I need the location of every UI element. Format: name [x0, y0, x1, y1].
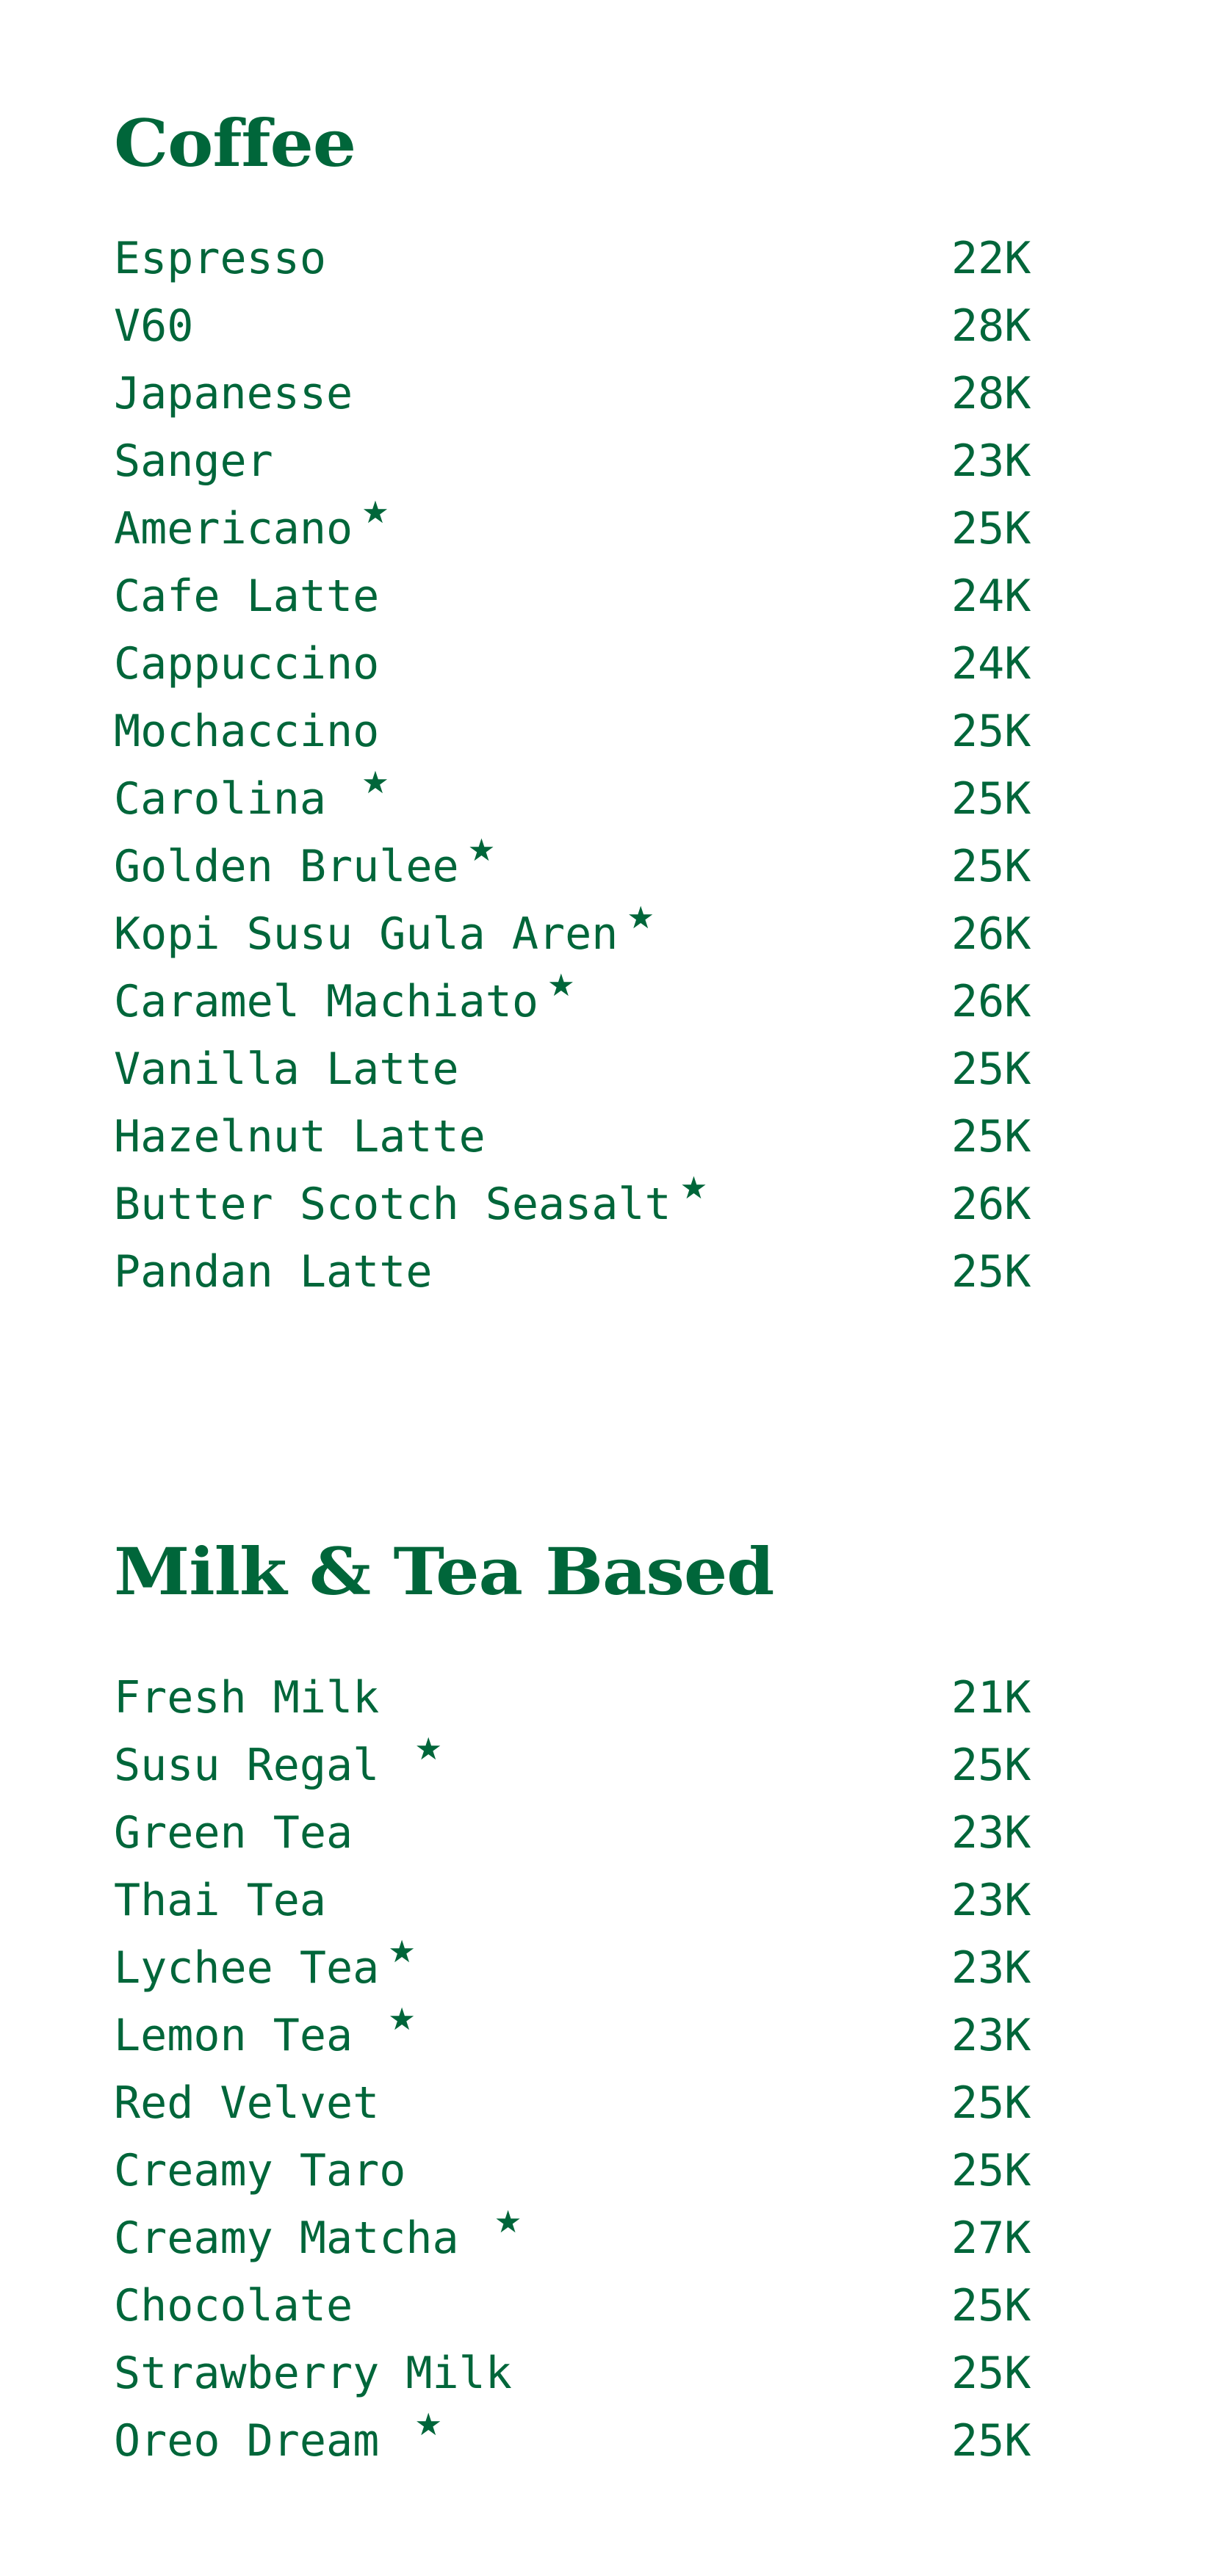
star-icon: ★: [467, 832, 496, 868]
menu-item: [114, 1035, 1031, 1103]
item-name: Sanger: [114, 435, 273, 487]
item-price: 27K: [951, 2213, 1031, 2264]
menu-item: [114, 967, 1031, 1035]
menu-item: [114, 562, 1031, 630]
item-name: Vanilla Latte: [114, 1043, 459, 1095]
item-price: 25K: [951, 706, 1031, 757]
item-price: 25K: [951, 2415, 1031, 2467]
item-price: 25K: [951, 1043, 1031, 1095]
item-price: 23K: [951, 2010, 1031, 2061]
menu-item: [114, 360, 1031, 427]
item-price: 28K: [951, 300, 1031, 352]
menu-item: [114, 1933, 1031, 2002]
star-icon: ★: [679, 1170, 708, 1206]
item-name: Americano: [114, 503, 353, 554]
menu-item: [114, 292, 1031, 360]
menu-item: [114, 1731, 1031, 1799]
item-name: Thai Tea: [114, 1875, 326, 1926]
item-name: Chocolate: [114, 2280, 353, 2331]
menu-item: [114, 494, 1031, 562]
item-price: 24K: [951, 571, 1031, 622]
section-title: Coffee: [114, 105, 356, 181]
item-price: 25K: [951, 1111, 1031, 1162]
item-name: Cappuccino: [114, 638, 380, 690]
star-icon: ★: [414, 1731, 443, 1767]
item-price: 26K: [951, 908, 1031, 960]
menu-item: [114, 832, 1031, 900]
menu-item: [114, 1664, 1031, 1732]
star-icon: ★: [361, 764, 389, 800]
item-price: 26K: [951, 1179, 1031, 1230]
star-icon: ★: [388, 1933, 416, 1969]
item-price: 25K: [951, 2280, 1031, 2331]
item-price: 25K: [951, 1246, 1031, 1298]
item-price: 25K: [951, 773, 1031, 825]
item-name: Strawberry Milk: [114, 2348, 512, 2399]
menu-item: [114, 2340, 1031, 2407]
item-name: Green Tea: [114, 1807, 353, 1859]
item-price: 25K: [951, 2077, 1031, 2129]
item-name: Red Velvet: [114, 2077, 380, 2129]
item-price: 22K: [951, 233, 1031, 284]
star-icon: ★: [494, 2204, 522, 2240]
star-icon: ★: [414, 2406, 443, 2442]
item-name: Pandan Latte: [114, 1246, 433, 1298]
item-price: 26K: [951, 976, 1031, 1027]
star-icon: ★: [388, 2001, 416, 2037]
item-price: 23K: [951, 435, 1031, 487]
item-name: Hazelnut Latte: [114, 1111, 486, 1162]
item-price: 24K: [951, 638, 1031, 690]
star-icon: ★: [547, 967, 575, 1003]
item-name: Golden Brulee: [114, 841, 459, 892]
item-name: Kopi Susu Gula Aren: [114, 908, 619, 960]
menu-item: [114, 2406, 1031, 2475]
item-name: Mochaccino: [114, 706, 380, 757]
item-name: Cafe Latte: [114, 571, 380, 622]
item-name: V60: [114, 300, 194, 352]
section-title: Milk & Tea Based: [114, 1533, 774, 1610]
menu-item: [114, 2137, 1031, 2204]
item-price: 25K: [951, 503, 1031, 554]
item-name: Carolina: [114, 773, 353, 825]
item-price: 25K: [951, 2348, 1031, 2399]
menu-item: [114, 764, 1031, 833]
item-list: [114, 225, 1031, 1306]
item-price: 28K: [951, 368, 1031, 419]
item-name: Oreo Dream: [114, 2415, 406, 2467]
item-price: 23K: [951, 1875, 1031, 1926]
menu-item: [114, 698, 1031, 765]
item-list: [114, 1664, 1031, 2475]
star-icon: ★: [627, 900, 655, 936]
menu-item: [114, 900, 1031, 968]
item-name: Lychee Tea: [114, 1942, 380, 1994]
menu-item: [114, 1170, 1031, 1238]
item-name: Lemon Tea: [114, 2010, 380, 2061]
item-price: 23K: [951, 1807, 1031, 1859]
item-price: 25K: [951, 841, 1031, 892]
item-name: Espresso: [114, 233, 326, 284]
menu-item: [114, 630, 1031, 698]
item-name: Fresh Milk: [114, 1672, 380, 1723]
item-name: Caramel Machiato: [114, 976, 538, 1027]
item-name: Susu Regal: [114, 1740, 406, 1791]
menu-item: [114, 427, 1031, 495]
menu-item: [114, 1238, 1031, 1306]
item-name: Butter Scotch Seasalt: [114, 1179, 671, 1230]
item-price: 23K: [951, 1942, 1031, 1994]
item-price: 25K: [951, 2145, 1031, 2196]
menu-item: [114, 1799, 1031, 1867]
menu-item: [114, 225, 1031, 292]
item-name: Creamy Matcha: [114, 2213, 486, 2264]
menu-item: [114, 2204, 1031, 2272]
item-price: 21K: [951, 1672, 1031, 1723]
item-price: 25K: [951, 1740, 1031, 1791]
star-icon: ★: [361, 494, 389, 530]
menu-item: [114, 1103, 1031, 1171]
menu-item: [114, 2069, 1031, 2137]
menu-item: [114, 2272, 1031, 2340]
menu-item: [114, 2001, 1031, 2069]
item-name: Japanesse: [114, 368, 353, 419]
item-name: Creamy Taro: [114, 2145, 406, 2196]
menu-item: [114, 1867, 1031, 1934]
